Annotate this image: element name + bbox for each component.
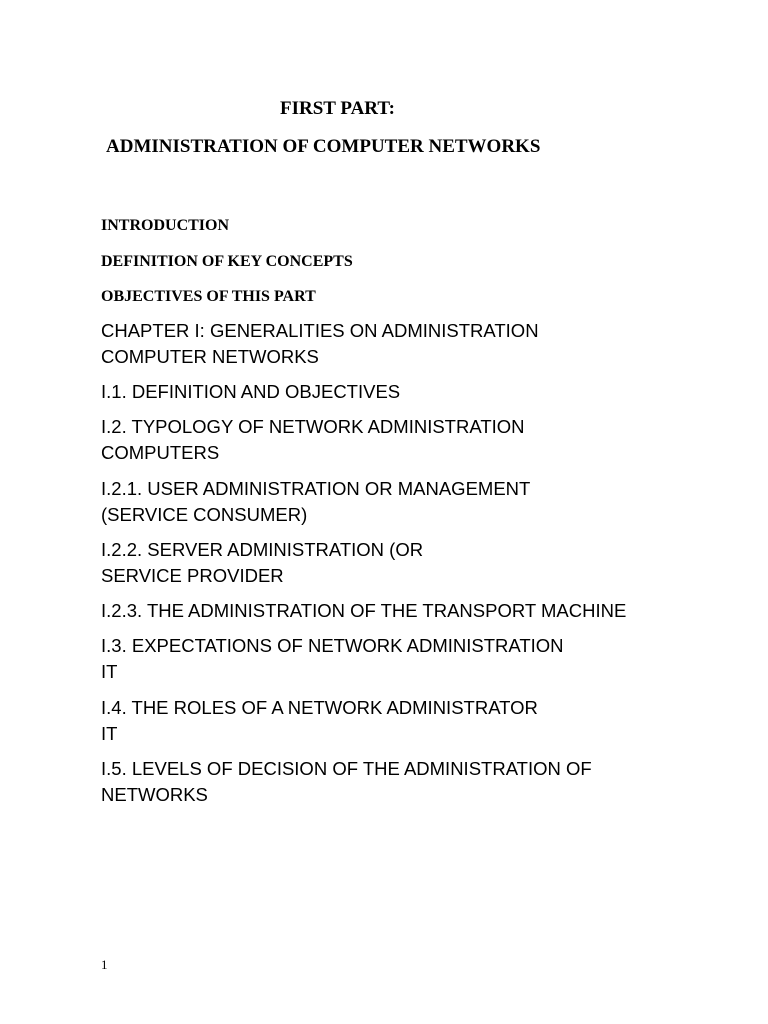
toc-entry-1-3: I.3. EXPECTATIONS OF NETWORK ADMINISTRATION IT <box>101 635 564 682</box>
page-number: 1 <box>101 957 108 972</box>
toc-entry-1-5: I.5. LEVELS OF DECISION OF THE ADMINISTRATION OF NETWORKS <box>101 758 592 805</box>
toc-entry-1-2-1: I.2.1. USER ADMINISTRATION OR MANAGEMENT (SERVICE CONSUMER) <box>101 478 531 525</box>
toc-entry-1-4: I.4. THE ROLES OF A NETWORK ADMINISTRATOR IT <box>101 697 538 744</box>
toc-entry-1-2-2: I.2.2. SERVER ADMINISTRATION (OR SERVICE PROVIDER <box>101 539 424 586</box>
heading-objectives: OBJECTIVES OF THIS PART <box>101 288 316 305</box>
part-label: FIRST PART: <box>280 98 395 119</box>
part-title: ADMINISTRATION OF COMPUTER NETWORKS <box>106 136 541 157</box>
toc-chapter-1: CHAPTER I: GENERALITIES ON ADMINISTRATION COMPUTER NETWORKS <box>101 320 539 367</box>
toc-entry-1-1: I.1. DEFINITION AND OBJECTIVES <box>101 381 401 402</box>
heading-key-concepts: DEFINITION OF KEY CONCEPTS <box>101 253 353 270</box>
toc-entry-1-2-3: I.2.3. THE ADMINISTRATION OF THE TRANSPORT MACHINE <box>101 600 627 621</box>
heading-introduction: INTRODUCTION <box>101 217 230 234</box>
toc-entry-1-2: I.2. TYPOLOGY OF NETWORK ADMINISTRATION COMPUTERS <box>101 416 525 463</box>
